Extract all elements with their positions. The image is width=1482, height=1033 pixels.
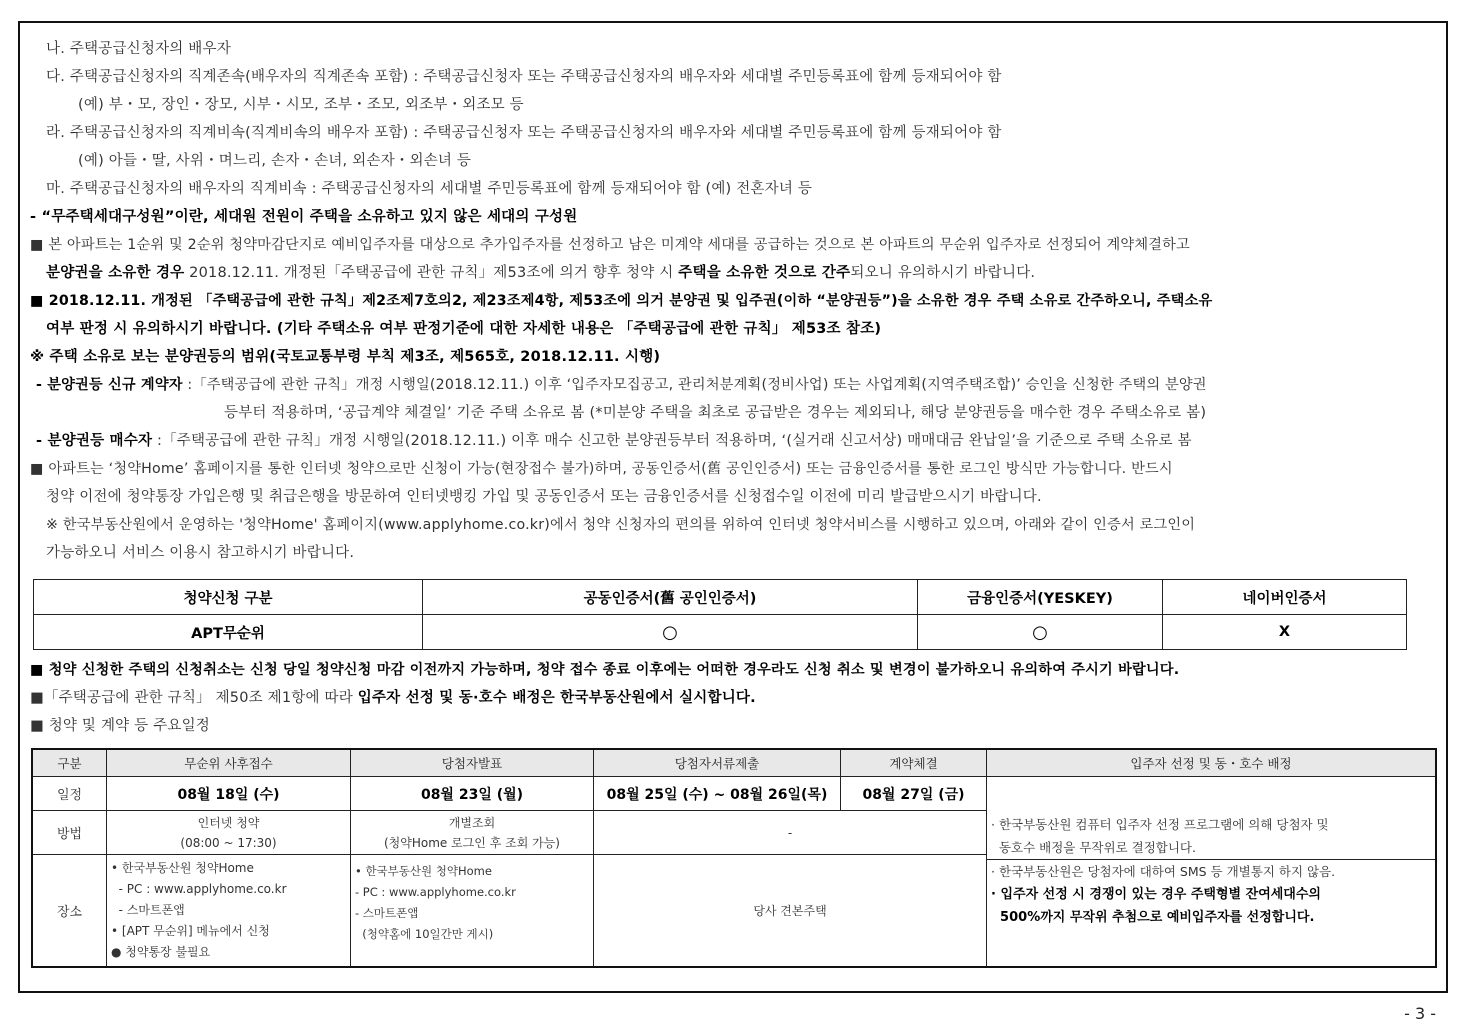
table-cell: • 한국부동산원 청약Home - PC : www.applyhome.co.kr - 스마트폰앱 (청약홈에 10일간만 게시) <box>351 855 594 967</box>
note-line: 500%까지 무작위 추첨으로 예비입주자를 선정합니다. <box>991 910 1315 925</box>
table-header-cell: 입주자 선정 및 동・호수 배정 <box>987 749 1437 777</box>
text-line: ※ 한국부동산원에서 운영하는 '청약Home' 홈페이지(www.applyhome.co.kr)에서 청약 신청자의 편의를 위하여 인터넷 청약서비스를 시행하고 있으며, 아래와 같이 인증서 로그인이 <box>46 517 1196 533</box>
certificate-table <box>33 579 1407 650</box>
text-line: ※ 주택 소유로 보는 분양권등의 범위(국토교통부령 부칙 제3조, 제565호, 2018.12.11. 시행) <box>30 349 661 365</box>
table-header-cell: 공동인증서(舊 공인인증서) <box>423 580 918 615</box>
text-line: ■ 아파트는 ‘청약Home’ 홈페이지를 통한 인터넷 청약으로만 신청이 가능(현장접수 불가)하며, 공동인증서(舊 공인인증서) 또는 금융인증서를 통한 로그인 방식만 가능합니다. 반드시 <box>30 461 1173 477</box>
table-cell: 08월 23일 (월) <box>351 777 594 811</box>
note-line: · 입주자 선정 시 경쟁이 있는 경우 주택형별 잔여세대수의 <box>991 887 1321 902</box>
text-line: 가능하오니 서비스 이용시 참고하시기 바랍니다. <box>46 545 355 561</box>
text-line: ■「주택공급에 관한 규칙」 제50조 제1항에 따라 입주자 선정 및 동·호수 배정은 한국부동산원에서 실시합니다. <box>30 690 756 706</box>
note-line: 동호수 배정을 무작위로 결정합니다. <box>991 840 1196 855</box>
table-cell: 08월 25일 (수) ~ 08월 26일(목) <box>594 777 841 811</box>
table-cell: 당사 견본주택 <box>594 855 987 967</box>
row-label: 방법 <box>32 811 107 855</box>
text-line: 라. 주택공급신청자의 직계비속(직계비속의 배우자 포함) : 주택공급신청자 또는 주택공급신청자의 배우자와 세대별 주민등록표에 함께 등재되어야 함 <box>46 125 1002 141</box>
table-header-cell: 네이버인증서 <box>1163 580 1407 615</box>
text-line: 분양권을 소유한 경우 2018.12.11. 개정된「주택공급에 관한 규칙」제53조에 의거 향후 청약 시 주택을 소유한 것으로 간주되오니 유의하시기 바랍니다. <box>46 265 1036 281</box>
table-cell: 08월 27일 (금) <box>841 777 987 811</box>
table-row <box>34 580 1407 615</box>
text-line: 나. 주택공급신청자의 배우자 <box>46 41 231 57</box>
text-line: (예) 부・모, 장인・장모, 시부・시모, 조부・조모, 외조부・외조모 등 <box>78 97 524 113</box>
text-line: 청약 이전에 청약통장 가입은행 및 취급은행을 방문하여 인터넷뱅킹 가입 및 공동인증서 또는 금융인증서를 신청접수일 이전에 미리 발급받으시기 바랍니다. <box>46 489 1042 505</box>
table-cell: APT무순위 <box>34 615 423 650</box>
text-line: ■ 청약 신청한 주택의 신청취소는 신청 당일 청약신청 마감 이전까지 가능하며, 청약 접수 종료 이후에는 어떠한 경우라도 신청 취소 및 변경이 불가하오니 유의하여 주시기 바랍니다. <box>30 662 1180 678</box>
note-line: · 한국부동산원 컴퓨터 입주자 선정 프로그램에 의해 당첨자 및 <box>991 817 1329 832</box>
page-number: - 3 - <box>1404 1004 1436 1023</box>
table-row <box>34 615 1407 650</box>
row-label: 일정 <box>32 777 107 811</box>
table-cell: X <box>1163 615 1407 650</box>
table-row <box>32 749 1436 777</box>
table-row <box>32 777 1436 811</box>
text-line: 등부터 적용하며, ‘공급계약 체결일’ 기준 주택 소유로 봄 (*미분양 주택을 최초로 공급받은 경우는 제외되나, 해당 분양권등을 매수한 경우 주택소유로 봄) <box>224 405 1207 421</box>
text-line: 다. 주택공급신청자의 직계존속(배우자의 직계존속 포함) : 주택공급신청자 또는 주택공급신청자의 배우자와 세대별 주민등록표에 함께 등재되어야 함 <box>46 69 1002 85</box>
text-line: - 분양권등 신규 계약자 :「주택공급에 관한 규칙」개정 시행일(2018.12.11.) 이후 ‘입주자모집공고, 관리처분계획(정비사업) 또는 사업계획(지역주택조합)’ 승인을 신청한 주택의 분양권 <box>36 377 1207 393</box>
table-cell: ○ <box>918 615 1163 650</box>
text-line: 여부 판정 시 유의하시기 바랍니다. (기타 주택소유 여부 판정기준에 대한 자세한 내용은 「주택공급에 관한 규칙」 제53조 참조) <box>46 321 882 337</box>
table-cell: - <box>594 811 987 855</box>
notes-cell <box>987 777 1437 967</box>
table-cell: 개별조회 (청약Home 로그인 후 조회 가능) <box>351 811 594 855</box>
table-header-cell: 계약체결 <box>841 749 987 777</box>
text-line: ■ 청약 및 계약 등 주요일정 <box>30 718 211 734</box>
table-header-cell: 무순위 사후접수 <box>107 749 351 777</box>
table-cell: ○ <box>423 615 918 650</box>
text-line: ■ 2018.12.11. 개정된 「주택공급에 관한 규칙」제2조제7호의2, 제23조제4항, 제53조에 의거 분양권 및 입주권(이하 “분양권등”)을 소유한 경우 주택 소유로 간주하오니, 주택소유 <box>30 293 1213 309</box>
row-label: 장소 <box>32 855 107 967</box>
note-line: · 한국부동산원은 당첨자에 대하여 SMS 등 개별통지 하지 않음. <box>987 859 1435 883</box>
text-line: (예) 아들・딸, 사위・며느리, 손자・손녀, 외손자・외손녀 등 <box>78 153 472 169</box>
text-line: - 분양권등 매수자 :「주택공급에 관한 규칙」개정 시행일(2018.12.11.) 이후 매수 신고한 분양권등부터 적용하며, ‘(실거래 신고서상) 매매대금 완납일’을 기준으로 주택 소유로 봄 <box>36 433 1192 449</box>
table-header-cell: 금융인증서(YESKEY) <box>918 580 1163 615</box>
table-cell: 08월 18일 (수) <box>107 777 351 811</box>
table-header-cell: 청약신청 구분 <box>34 580 423 615</box>
text-line: - “무주택세대구성원”이란, 세대원 전원이 주택을 소유하고 있지 않은 세대의 구성원 <box>30 209 578 225</box>
text-line: ■ 본 아파트는 1순위 및 2순위 청약마감단지로 예비입주자를 대상으로 추가입주자를 선정하고 남은 미계약 세대를 공급하는 것으로 본 아파트의 무순위 입주자로 선정되어 계약체결하고 <box>30 237 1190 253</box>
table-cell: 인터넷 청약 (08:00 ~ 17:30) <box>107 811 351 855</box>
table-header-cell: 당첨자발표 <box>351 749 594 777</box>
table-header-cell: 당첨자서류제출 <box>594 749 841 777</box>
table-header-cell: 구분 <box>32 749 107 777</box>
table-cell: • 한국부동산원 청약Home - PC : www.applyhome.co.kr - 스마트폰앱 • [APT 무순위] 메뉴에서 신청 ● 청약통장 불필요 <box>107 855 351 967</box>
schedule-table <box>31 748 1437 968</box>
text-line: 마. 주택공급신청자의 배우자의 직계비속 : 주택공급신청자의 세대별 주민등록표에 함께 등재되어야 함 (예) 전혼자녀 등 <box>46 181 813 197</box>
